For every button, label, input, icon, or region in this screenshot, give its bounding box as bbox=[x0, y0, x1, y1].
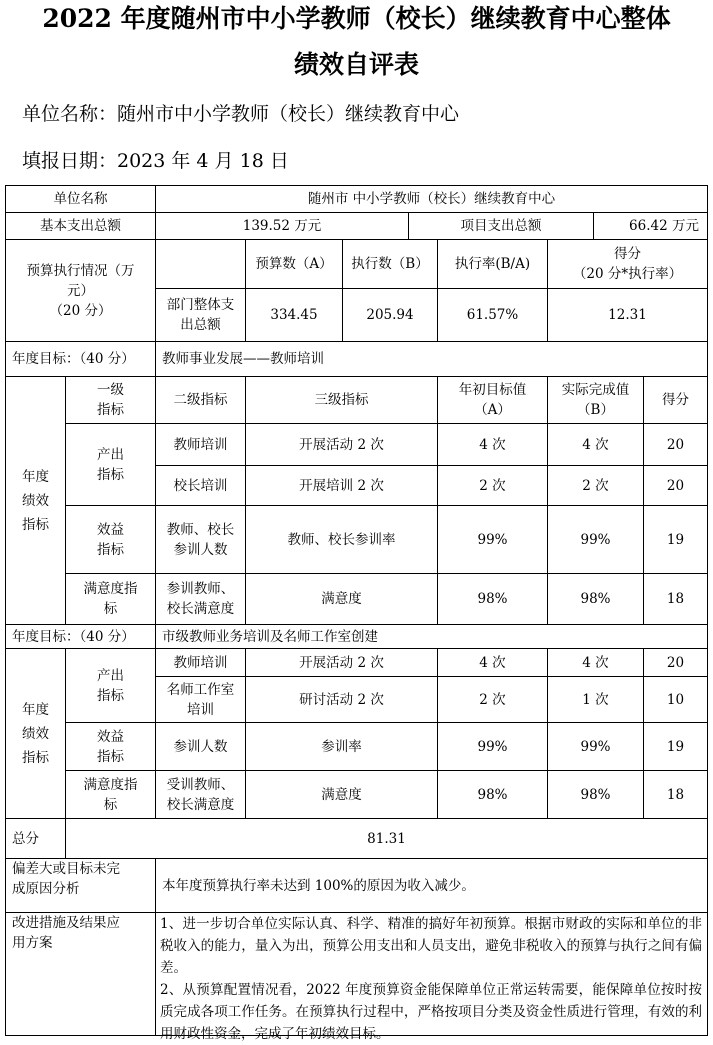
project-expense-value: 66.42 万元 bbox=[629, 218, 699, 234]
goal1-satisfaction-label: 满意度指 标 bbox=[83, 581, 138, 617]
goal1-r3-level3: 教师、校长参训率 bbox=[287, 531, 396, 548]
goal1-r4-actual: 98% bbox=[580, 591, 611, 607]
unit-name-value: 随州市 中小学教师（校长）继续教育中心 bbox=[307, 191, 556, 207]
goal2-benefit-label: 效益 指标 bbox=[97, 728, 124, 765]
goal2-r1-level2: 教师培训 bbox=[173, 654, 228, 671]
goal1-r1-score: 20 bbox=[666, 436, 685, 453]
goal2-r1-target: 4 次 bbox=[479, 654, 506, 671]
goal1-r2-target: 2 次 bbox=[479, 477, 506, 494]
goal2-r2-level2: 名师工作室 培训 bbox=[166, 681, 235, 718]
improvement-paragraph-1: 1、进一步切合单位实际认真、科学、精准的搞好年初预算。根据市财政的实际和单位的非税收入的能力，量入为出，预算公用支出和人员支出，避免非税收入的预算与执行之间有偏差。 bbox=[160, 916, 702, 976]
goal1-text: 教师事业发展——教师培训 bbox=[162, 351, 324, 367]
goal2-side-label: 年度 绩效 指标 bbox=[22, 701, 49, 766]
goal1-label: 年度目标：（40 分） bbox=[12, 351, 135, 367]
rate-col-header: 执行率(B/A) bbox=[454, 256, 531, 272]
goal1-r3-actual: 99% bbox=[580, 531, 611, 548]
goal1-r1-target: 4 次 bbox=[479, 436, 506, 453]
dept-total-label: 部门整体支 出总额 bbox=[166, 297, 235, 333]
header-actual: 实际完成值 （B） bbox=[561, 382, 630, 418]
improvement-label: 改进措施及结果应 用方案 bbox=[12, 915, 120, 951]
goal2-r2-level3: 研讨活动 2 次 bbox=[299, 691, 384, 708]
header-level3: 三级指标 bbox=[314, 392, 369, 408]
goal1-r2-level2: 校长培训 bbox=[173, 477, 228, 494]
execution-col-header: 执行数（B） bbox=[351, 256, 429, 272]
goal2-r4-actual: 98% bbox=[580, 786, 611, 803]
goal2-r4-level3: 满意度 bbox=[321, 786, 362, 803]
header-level1: 一级 指标 bbox=[97, 382, 124, 418]
goal1-r4-target: 98% bbox=[477, 591, 508, 607]
basic-expense-label: 基本支出总额 bbox=[40, 218, 121, 234]
goal2-r2-score: 10 bbox=[666, 691, 685, 708]
total-score-label: 总分 bbox=[12, 830, 39, 847]
goal1-output-label: 产出 指标 bbox=[97, 446, 124, 483]
goal2-r4-target: 98% bbox=[477, 786, 508, 803]
goal1-r2-score: 20 bbox=[666, 477, 685, 494]
goal1-r3-target: 99% bbox=[477, 531, 508, 548]
goal2-satisfaction-label: 满意度指 标 bbox=[83, 776, 138, 813]
dept-exec-value: 205.94 bbox=[366, 307, 414, 323]
document-title-line2: 绩效自评表 bbox=[293, 50, 419, 79]
goal2-r4-score: 18 bbox=[666, 786, 685, 803]
goal2-output-label: 产出 指标 bbox=[97, 667, 124, 704]
goal1-r2-actual: 2 次 bbox=[582, 477, 609, 494]
goal2-r3-target: 99% bbox=[477, 738, 508, 755]
goal1-r3-level2: 教师、校长 参训人数 bbox=[166, 521, 235, 558]
project-expense-label: 项目支出总额 bbox=[460, 218, 542, 234]
goal2-r3-level2: 参训人数 bbox=[173, 738, 228, 755]
goal2-r3-level3: 参训率 bbox=[321, 738, 362, 755]
dept-score-value: 12.31 bbox=[608, 307, 647, 323]
goal1-r4-level2: 参训教师、 校长满意度 bbox=[166, 581, 235, 617]
basic-expense-value: 139.52 万元 bbox=[242, 218, 322, 234]
goal1-r4-score: 18 bbox=[666, 591, 685, 607]
header-level2: 二级指标 bbox=[173, 392, 228, 408]
goal2-r3-actual: 99% bbox=[580, 738, 611, 755]
document-title-line1: 2022 年度随州市中小学教师（校长）继续教育中心整体 bbox=[42, 4, 671, 33]
header-target: 年初目标值 （A） bbox=[458, 382, 527, 418]
budget-execution-label: 预算执行情况（万 元） （20 分） bbox=[26, 262, 135, 319]
goal2-r1-level3: 开展活动 2 次 bbox=[299, 654, 384, 671]
header-score: 得分 bbox=[662, 392, 689, 408]
goal2-r1-actual: 4 次 bbox=[582, 654, 609, 671]
total-score-value: 81.31 bbox=[367, 830, 406, 847]
unit-name-line: 单位名称：随州市中小学教师（校长）继续教育中心 bbox=[22, 103, 460, 125]
goal2-r2-actual: 1 次 bbox=[582, 691, 609, 708]
report-date-line: 填报日期：2023 年 4 月 18 日 bbox=[22, 150, 289, 172]
deviation-label: 偏差大或目标未完 成原因分析 bbox=[12, 861, 120, 897]
goal2-r2-target: 2 次 bbox=[479, 691, 506, 708]
dept-budget-value: 334.45 bbox=[270, 307, 318, 323]
goal1-r1-actual: 4 次 bbox=[582, 436, 609, 453]
unit-name-label: 单位名称 bbox=[53, 191, 108, 207]
improvement-paragraph-2: 2、从预算配置情况看，2022 年度预算资金能保障单位正常运转需要，能保障单位按时按质完成各项工作任务。在预算执行过程中，严格按项目分类及资金性质进行管理，有效的利用财政性资金，完成了年初绩效目标。 bbox=[160, 982, 702, 1042]
goal2-r4-level2: 受训教师、 校长满意度 bbox=[166, 776, 235, 813]
goal2-label: 年度目标：（40 分） bbox=[12, 628, 135, 645]
goal1-benefit-label: 效益 指标 bbox=[97, 521, 124, 558]
goal1-r4-level3: 满意度 bbox=[321, 591, 362, 607]
dept-rate-value: 61.57% bbox=[466, 307, 519, 323]
budget-col-header: 预算数（A） bbox=[255, 256, 333, 272]
goal1-r3-score: 19 bbox=[666, 531, 685, 548]
goal1-side-label: 年度 绩效 指标 bbox=[22, 468, 49, 533]
goal1-r1-level2: 教师培训 bbox=[173, 436, 228, 453]
goal2-r1-score: 20 bbox=[666, 654, 685, 671]
goal2-text: 市级教师业务培训及名师工作室创建 bbox=[162, 628, 378, 645]
goal2-r3-score: 19 bbox=[666, 738, 685, 755]
deviation-text: 本年度预算执行率未达到 100%的原因为收入减少。 bbox=[162, 877, 475, 894]
goal1-r1-level3: 开展活动 2 次 bbox=[299, 436, 384, 453]
goal1-r2-level3: 开展培训 2 次 bbox=[299, 477, 384, 494]
score-col-header: 得分 （20 分*执行率） bbox=[572, 246, 683, 282]
